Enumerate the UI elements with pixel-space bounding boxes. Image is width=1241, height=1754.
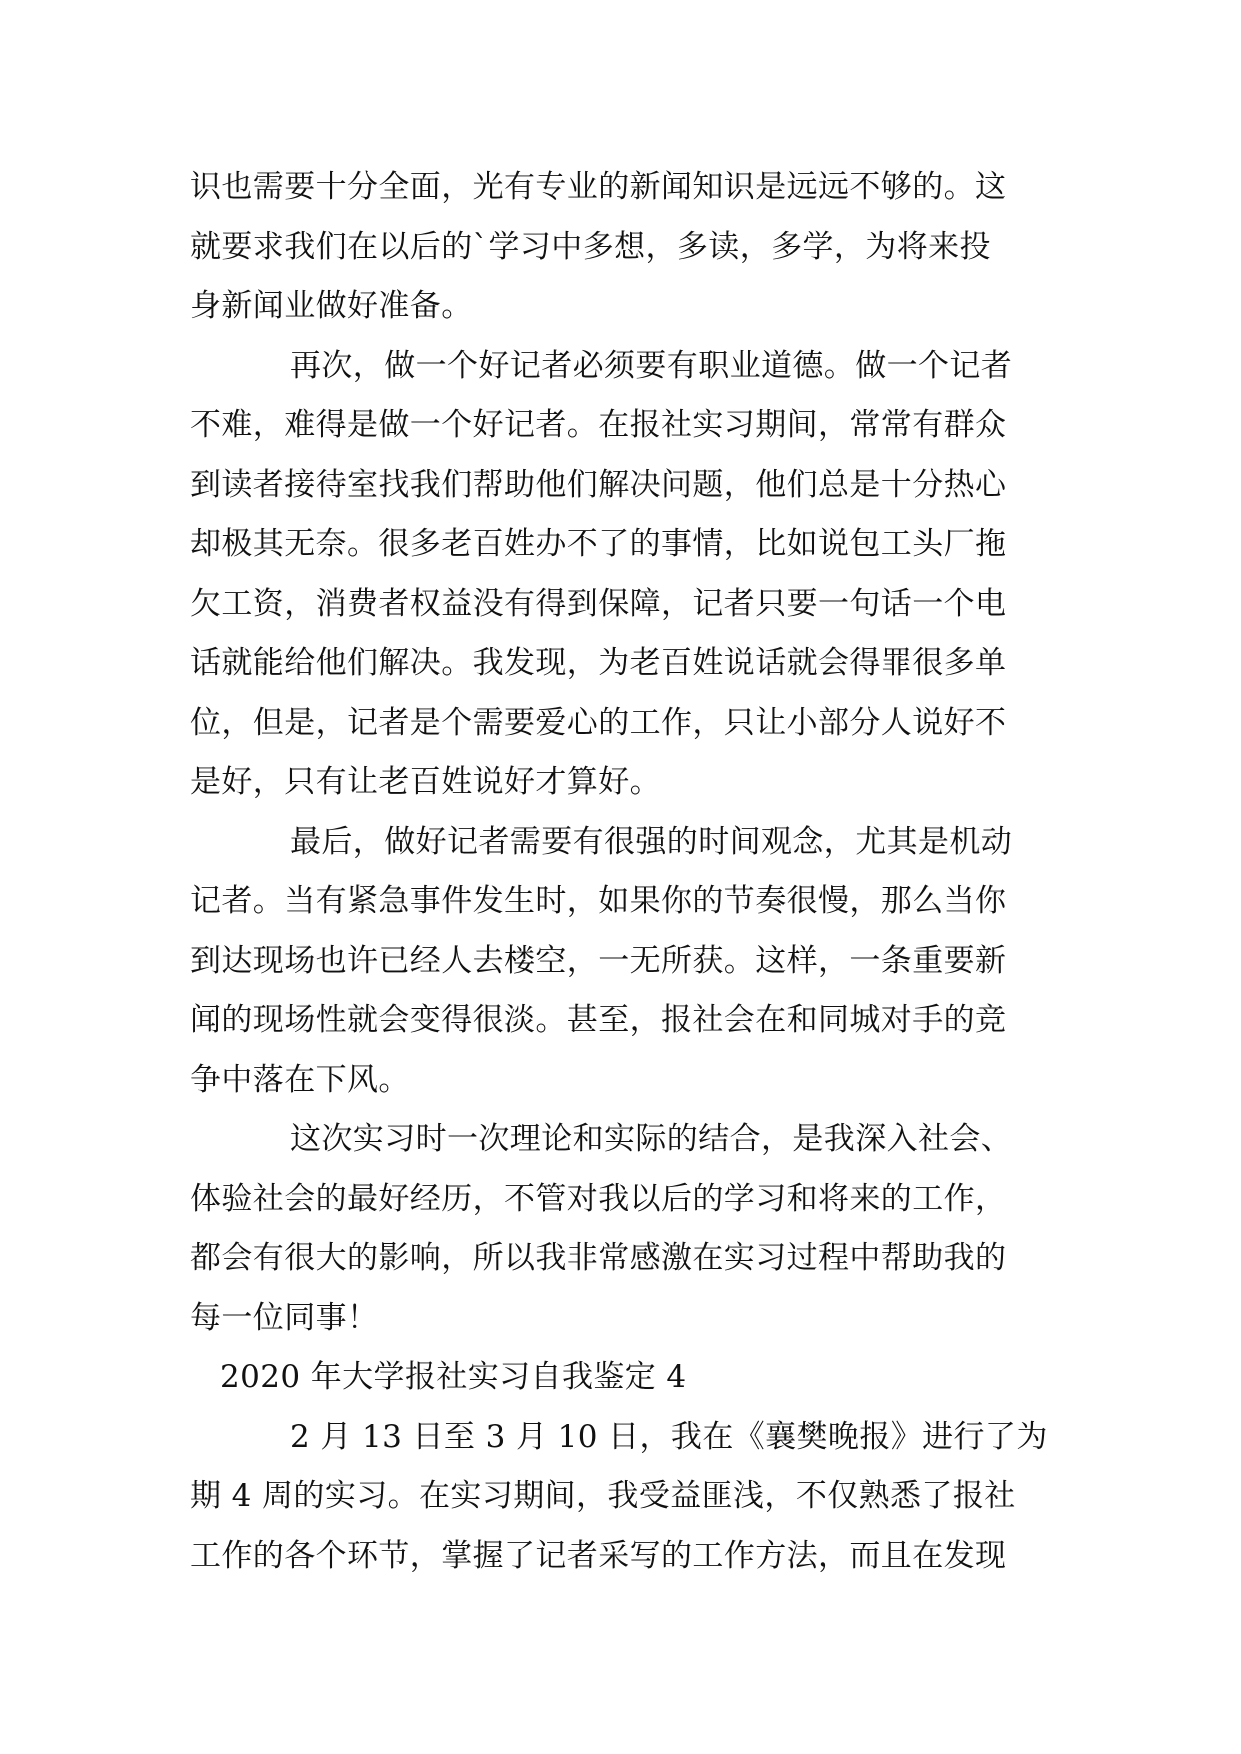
document-body <box>190 158 1070 1586</box>
text-line: 身新闻业做好准备。 <box>190 288 473 324</box>
text-line: 都会有很大的影响，所以我非常感激在实习过程中帮助我的 <box>190 1240 1007 1276</box>
text-line: 位，但是，记者是个需要爱心的工作，只让小部分人说好不 <box>190 704 1007 741</box>
text-line: 欠工资，消费者权益没有得到保障，记者只要一句话一个电 <box>190 585 1007 622</box>
text-line: 是好，只有让老百姓说好才算好。 <box>190 764 661 800</box>
text-line: 每一位同事！ <box>190 1299 379 1336</box>
text-line: 争中落在下风。 <box>190 1061 410 1098</box>
paragraph-start-line: 再次，做一个好记者必须要有职业道德。做一个记者 <box>290 347 1013 384</box>
text-line: 话就能给他们解决。我发现，为老百姓说话就会得罪很多单 <box>190 645 1007 681</box>
text-line: 期 4 周的实习。在实习期间，我受益匪浅，不仅熟悉了报社 <box>190 1478 1016 1514</box>
text-line: 到达现场也许已经人去楼空，一无所获。这样，一条重要新 <box>190 942 1007 979</box>
text-line: 工作的各个环节，掌握了记者采写的工作方法，而且在发现 <box>190 1537 1007 1574</box>
text-line: 记者。当有紧急事件发生时，如果你的节奏很慢，那么当你 <box>190 883 1007 919</box>
paragraph-start-line: 这次实习时一次理论和实际的结合，是我深入社会、 <box>290 1121 1013 1157</box>
section-heading: 2020 年大学报社实习自我鉴定 4 <box>220 1359 687 1395</box>
paragraph-start-line: 最后，做好记者需要有很强的时间观念，尤其是机动 <box>290 823 1013 860</box>
text-line: 不难，难得是做一个好记者。在报社实习期间，常常有群众 <box>190 407 1007 443</box>
paragraph-start-line: 2 月 13 日至 3 月 10 日，我在《襄樊晚报》进行了为 <box>290 1418 1048 1455</box>
text-line: 就要求我们在以后的`学习中多想，多读，多学，为将来投 <box>190 228 991 265</box>
text-line: 到读者接待室找我们帮助他们解决问题，他们总是十分热心 <box>190 466 1007 503</box>
text-line: 体验社会的最好经历，不管对我以后的学习和将来的工作， <box>190 1180 1007 1217</box>
text-line: 却极其无奈。很多老百姓办不了的事情，比如说包工头厂拖 <box>190 526 1007 562</box>
text-line: 识也需要十分全面，光有专业的新闻知识是远远不够的。这 <box>190 169 1007 205</box>
text-line: 闻的现场性就会变得很淡。甚至，报社会在和同城对手的竞 <box>190 1002 1007 1038</box>
